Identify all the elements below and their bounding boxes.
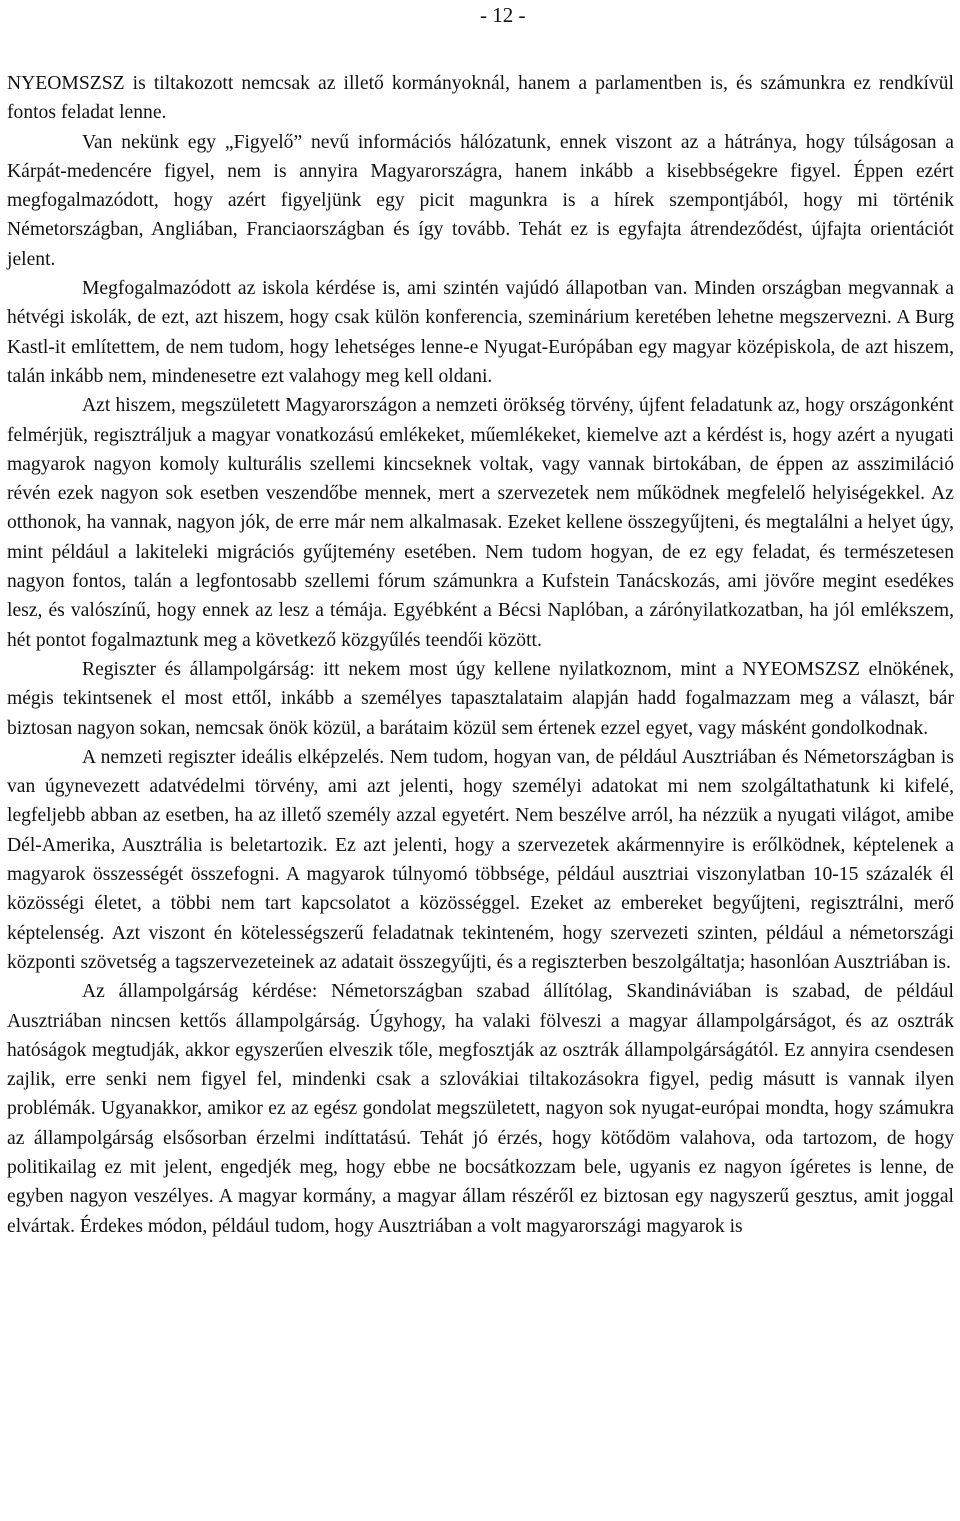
paragraph-6: A nemzeti regiszter ideális elképzelés. Nem tudom, hogyan van, de például Ausztriában és Németországban is van úgynevezett adatvédelmi törvény, ami azt jelenti, hogy személyi adatokat mi nem szolgáltathatunk ki kifelé, legfeljebb abban az esetben, ha az illető személy azzal egyetért. Nem beszélve arról, ha nézzük a nyugati világot, amibe Dél-Amerika, Ausztrália is beletartozik. Ez azt jelenti, hogy a szervezetek akármennyire is erőlködnek, képtelenek a magyarok összességét összefogni. A magyarok túlnyomó többsége, például ausztriai viszonylatban 10-15 százalék él közösségi életet, a többi nem tart kapcsolatot a közösséggel. Ezeket az embereket begyűjteni, regisztrálni, merő képtelenség. Azt viszont én kötelességszerű feladatnak tekinteném, hogy szervezeti szinten, például a németországi központi szövetség a tagszervezeteinek az adatait összegyűjti, és a regiszterben beszolgáltatja; hasonlóan Ausztriában is. [7,746,954,973]
paragraph-1: NYEOMSZSZ is tiltakozott nemcsak az illető kormányoknál, hanem a parlamentben is, és számunkra ez rendkívül fontos feladat lenne. [7,73,954,124]
document-body [7,69,954,1241]
paragraph-4: Azt hiszem, megszületett Magyarországon a nemzeti örökség törvény, újfent feladatunk az, hogy országonként felmérjük, regisztráljuk a magyar vonatkozású emlékeket, műemlékeket, kiemelve azt a kérdést is, hogy azért a nyugati magyarok nagyon komoly kulturális szellemi kincseknek voltak, vagy vannak birtokában, de éppen az asszimiláció révén ezek nagyon sok esetben veszendőbe mennek, mert a szervezetek nem működnek megfelelő helyiségekkel. Az otthonok, ha vannak, nagyon jók, de erre már nem alkalmasak. Ezeket kellene összegyűjteni, és megtalálni a helyet úgy, mint például a lakiteleki migrációs gyűjtemény esetében. Nem tudom hogyan, de ez egy feladat, és természetesen nagyon fontos, talán a legfontosabb szellemi fórum számunkra a Kufstein Tanácskozás, ami jövőre megint esedékes lesz, és valószínű, hogy ennek az lesz a témája. Egyébként a Bécsi Naplóban, a zárónyilatkozatban, ha jól emlékszem, hét pontot fogalmaztunk meg a következő közgyűlés teendői között. [7,395,954,651]
paragraph-7: Az állampolgárság kérdése: Németországban szabad állítólag, Skandináviában is szabad, de például Ausztriában nincsen kettős állampolgárság. Úgyhogy, ha valaki fölveszi a magyar állampolgárságot, és az osztrák hatóságok megtudják, akkor egyszerűen elveszik tőle, megfosztják az osztrák állampolgárságától. Ez annyira csendesen zajlik, erre senki nem figyel fel, mindenki csak a szlovákiai tiltakozásokra figyel, pedig másutt is vannak ilyen problémák. Ugyanakkor, amikor ez az egész gondolat megszületett, nagyon sok nyugat-európai mondta, hogy számukra az állampolgárság elsősorban érzelmi indíttatású. Tehát jó érzés, hogy kötődöm valahova, oda tartozom, de hogy politikailag ez mit jelent, engedjék meg, hogy ebbe ne bocsátkozzam bele, ugyanis ez nagyon ígéretes is lenne, de egyben nagyon veszélyes. A magyar kormány, a magyar állam részéről ez biztosan egy nagyszerű gesztus, amit joggal elvártak. Érdekes módon, például tudom, hogy Ausztriában a volt magyarországi magyarok is [7,981,954,1237]
paragraph-3: Megfogalmazódott az iskola kérdése is, ami szintén vajúdó állapotban van. Minden országban megvannak a hétvégi iskolák, de ezt, azt hiszem, hogy csak külön konferencia, szeminárium keretében lehetne megszervezni. A Burg Kastl-it említettem, de nem tudom, hogy lehetséges lenne-e Nyugat-Európában egy magyar középiskola, de azt hiszem, talán inkább nem, mindenesetre ezt valahogy meg kell oldani. [7,278,954,387]
paragraph-5: Regiszter és állampolgárság: itt nekem most úgy kellene nyilatkoznom, mint a NYEOMSZSZ elnökének, mégis tekintsenek el most ettől, inkább a személyes tapasztalataim alapján hadd fogalmazzam meg a választ, bár biztosan nagyon sokan, nemcsak önök közül, a barátaim közül sem értenek ezzel egyet, vagy másként gondolkodnak. [7,658,954,739]
page-number: - 12 - [480,3,526,27]
paragraph-2: Van nekünk egy „Figyelő” nevű információs hálózatunk, ennek viszont az a hátránya, hogy túlságosan a Kárpát-medencére figyel, nem is annyira Magyarországra, hanem inkább a kisebbségekre figyel. Éppen ezért megfogalmazódott, hogy azért figyeljünk egy picit magunkra is a hírek szempontjából, hogy mi történik Németországban, Angliában, Franciaországban és így tovább. Tehát ez is egyfajta átrendeződést, újfajta orientációt jelent. [7,131,954,270]
